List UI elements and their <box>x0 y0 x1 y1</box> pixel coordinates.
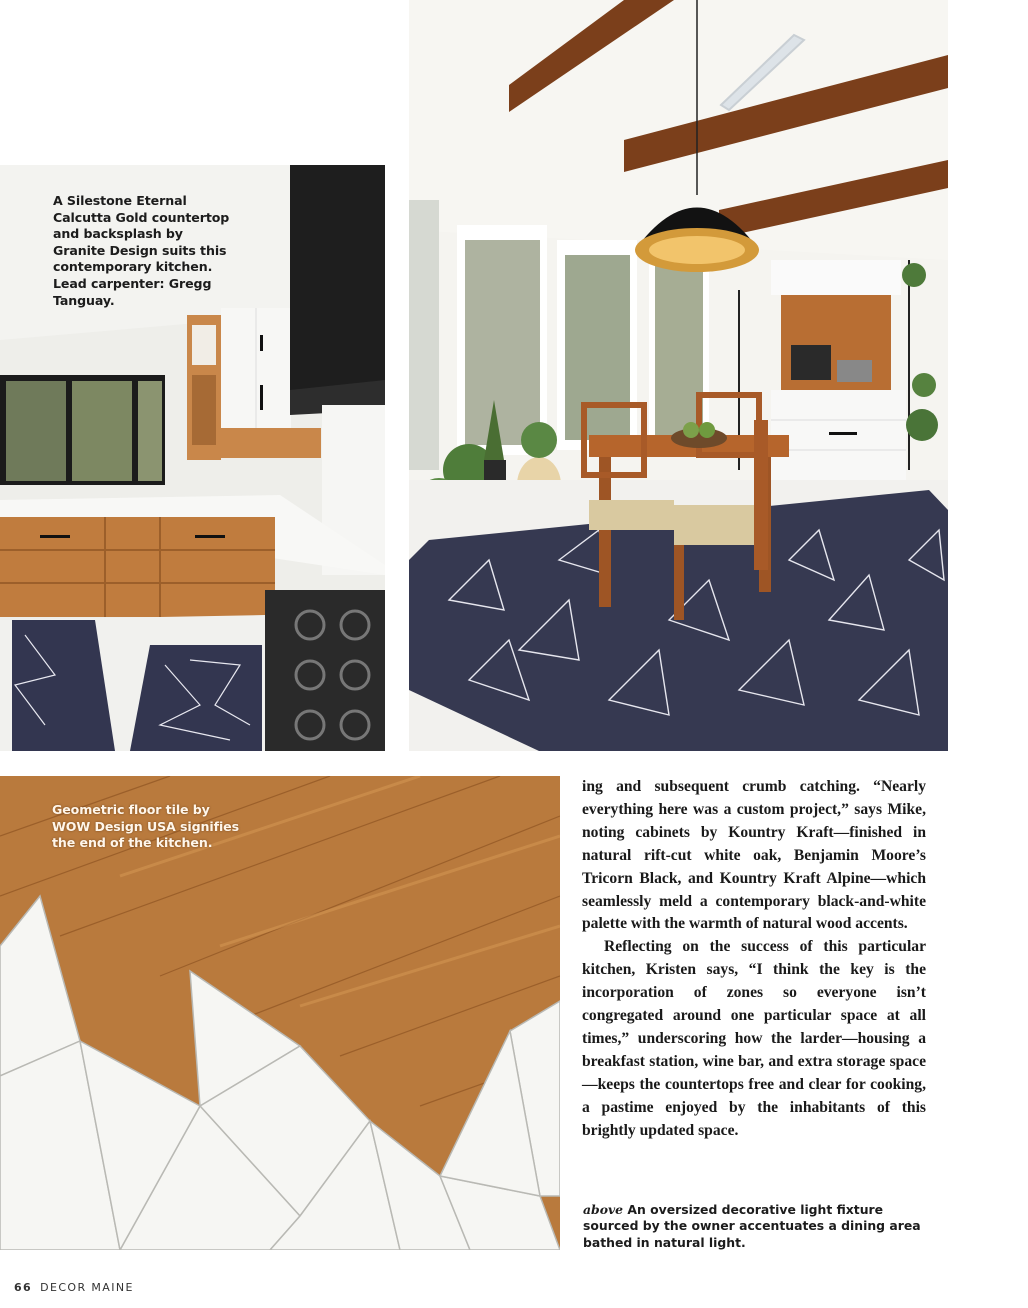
page-number: 66 <box>14 1281 33 1294</box>
dining-photo <box>409 0 948 751</box>
article-paragraph-2: Reflecting on the success of this particular kitchen, Kristen says, “I think the key is the incorporation of zones so everyone isn’t congregated around one particular space at all times,” underscoring how the larder—housing a breakfast station, wine bar, and extra storage space—keeps the countertops free and clear for cooking, a pastime enjoyed by the inhabitants of this brightly updated space. <box>582 938 926 1139</box>
kitchen-photo-caption: A Silestone Eternal Calcutta Gold countertop and backsplash by Granite Design suits this contemporary kitchen. Lead carpenter: Gregg Tanguay. <box>53 193 230 308</box>
caption-direction-label: above <box>583 1202 624 1217</box>
article-paragraph-1: ing and subsequent crumb catching. “Nearly everything here was a custom project,” says Mike, noting cabinets by Kountry Kraft—finished in natural rift-cut white oak, Benjamin Moore’s Tricorn Black, and Kountry Kraft Alpine—which seamlessly meld a contemporary black-and-white palette with the warmth of natural wood accents. <box>582 778 926 933</box>
floor-photo-caption: Geometric floor tile by WOW Design USA signifies the end of the kitchen. <box>52 802 240 851</box>
caption-text: An oversized decorative light fixture sourced by the owner accentuates a dining area bathed in natural light. <box>583 1202 921 1250</box>
publication-name: DECOR MAINE <box>40 1281 134 1294</box>
article-body <box>582 776 926 1143</box>
page-folio <box>14 1281 134 1294</box>
dining-photo-caption <box>583 1202 928 1251</box>
